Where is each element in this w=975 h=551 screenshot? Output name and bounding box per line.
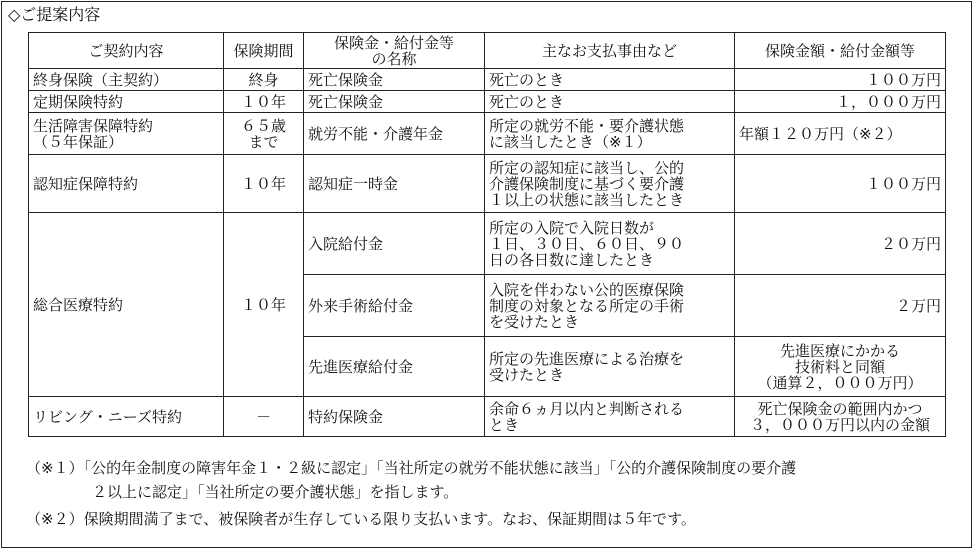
contract-cell: 生活障害保障特約 （５年保証） (29, 113, 224, 155)
header-contract: ご契約内容 (29, 33, 224, 69)
contract-cell: リビング・ニーズ特約 (29, 397, 224, 437)
reason-cell: 入院を伴わない公的医療保険 制度の対象となる所定の手術 を受けたとき (485, 275, 735, 337)
period-cell: １０年 (224, 155, 304, 213)
amount-cell: １００万円 (735, 69, 946, 91)
table-row (29, 213, 946, 275)
amount-cell: ２万円 (735, 275, 946, 337)
header-benefit-name: 保険金・給付金等 の名称 (304, 33, 485, 69)
reason-cell: 死亡のとき (485, 69, 735, 91)
footnote-2: （※２）保険期間満了まで、被保険者が生存している限り支払います。なお、保証期間は５年です。 (26, 510, 696, 528)
amount-cell: 死亡保険金の範囲内かつ ３，０００万円以内の金額 (735, 397, 946, 437)
header-payment-reason: 主なお支払事由など (485, 33, 735, 69)
reason-cell: 余命６ヵ月以内と判断される とき (485, 397, 735, 437)
benefit-name-cell: 就労不能・介護年金 (304, 113, 485, 155)
table-row (29, 69, 946, 91)
reason-cell: 所定の先進医療による治療を 受けたとき (485, 337, 735, 397)
table-row (29, 397, 946, 437)
contract-cell: 認知症保障特約 (29, 155, 224, 213)
contract-cell: 総合医療特約 (29, 213, 224, 397)
amount-cell: １００万円 (735, 155, 946, 213)
period-cell: － (224, 397, 304, 437)
reason-cell: 所定の就労不能・要介護状態 に該当したとき（※１） (485, 113, 735, 155)
benefit-name-cell: 死亡保険金 (304, 69, 485, 91)
contract-cell: 終身保険（主契約） (29, 69, 224, 91)
period-cell: 終身 (224, 69, 304, 91)
table-header-row (29, 33, 946, 69)
header-period: 保険期間 (224, 33, 304, 69)
reason-cell: 所定の認知症に該当し、公的 介護保険制度に基づく要介護 １以上の状態に該当したとき (485, 155, 735, 213)
footnote-1-line-1: （※１）「公的年金制度の障害年金１・２級に認定」「当社所定の就労不能状態に該当」「公的介護保険制度の要介護 (26, 459, 797, 477)
amount-cell: 年額１２０万円（※２） (735, 113, 946, 155)
section-heading: ◇ご提案内容 (8, 5, 101, 24)
amount-cell: ２０万円 (735, 213, 946, 275)
contract-cell: 定期保険特約 (29, 91, 224, 113)
amount-cell: 先進医療にかかる 技術料と同額 （通算２，０００万円） (735, 337, 946, 397)
benefit-name-cell: 入院給付金 (304, 213, 485, 275)
reason-cell: 所定の入院で入院日数が １日、３０日、６０日、９０ 日の各日数に達したとき (485, 213, 735, 275)
benefit-name-cell: 特約保険金 (304, 397, 485, 437)
amount-cell: １，０００万円 (735, 91, 946, 113)
table-row (29, 155, 946, 213)
proposal-table (28, 32, 946, 437)
table-row (29, 113, 946, 155)
benefit-name-cell: 外来手術給付金 (304, 275, 485, 337)
period-cell: １０年 (224, 91, 304, 113)
reason-cell: 死亡のとき (485, 91, 735, 113)
table-row (29, 91, 946, 113)
benefit-name-cell: 死亡保険金 (304, 91, 485, 113)
period-cell: ６５歳 まで (224, 113, 304, 155)
period-cell: １０年 (224, 213, 304, 397)
benefit-name-cell: 先進医療給付金 (304, 337, 485, 397)
benefit-name-cell: 認知症一時金 (304, 155, 485, 213)
footnote-1-line-2: ２以上に認定」「当社所定の要介護状態」を指します。 (92, 483, 459, 501)
header-amount: 保険金額・給付金額等 (735, 33, 946, 69)
